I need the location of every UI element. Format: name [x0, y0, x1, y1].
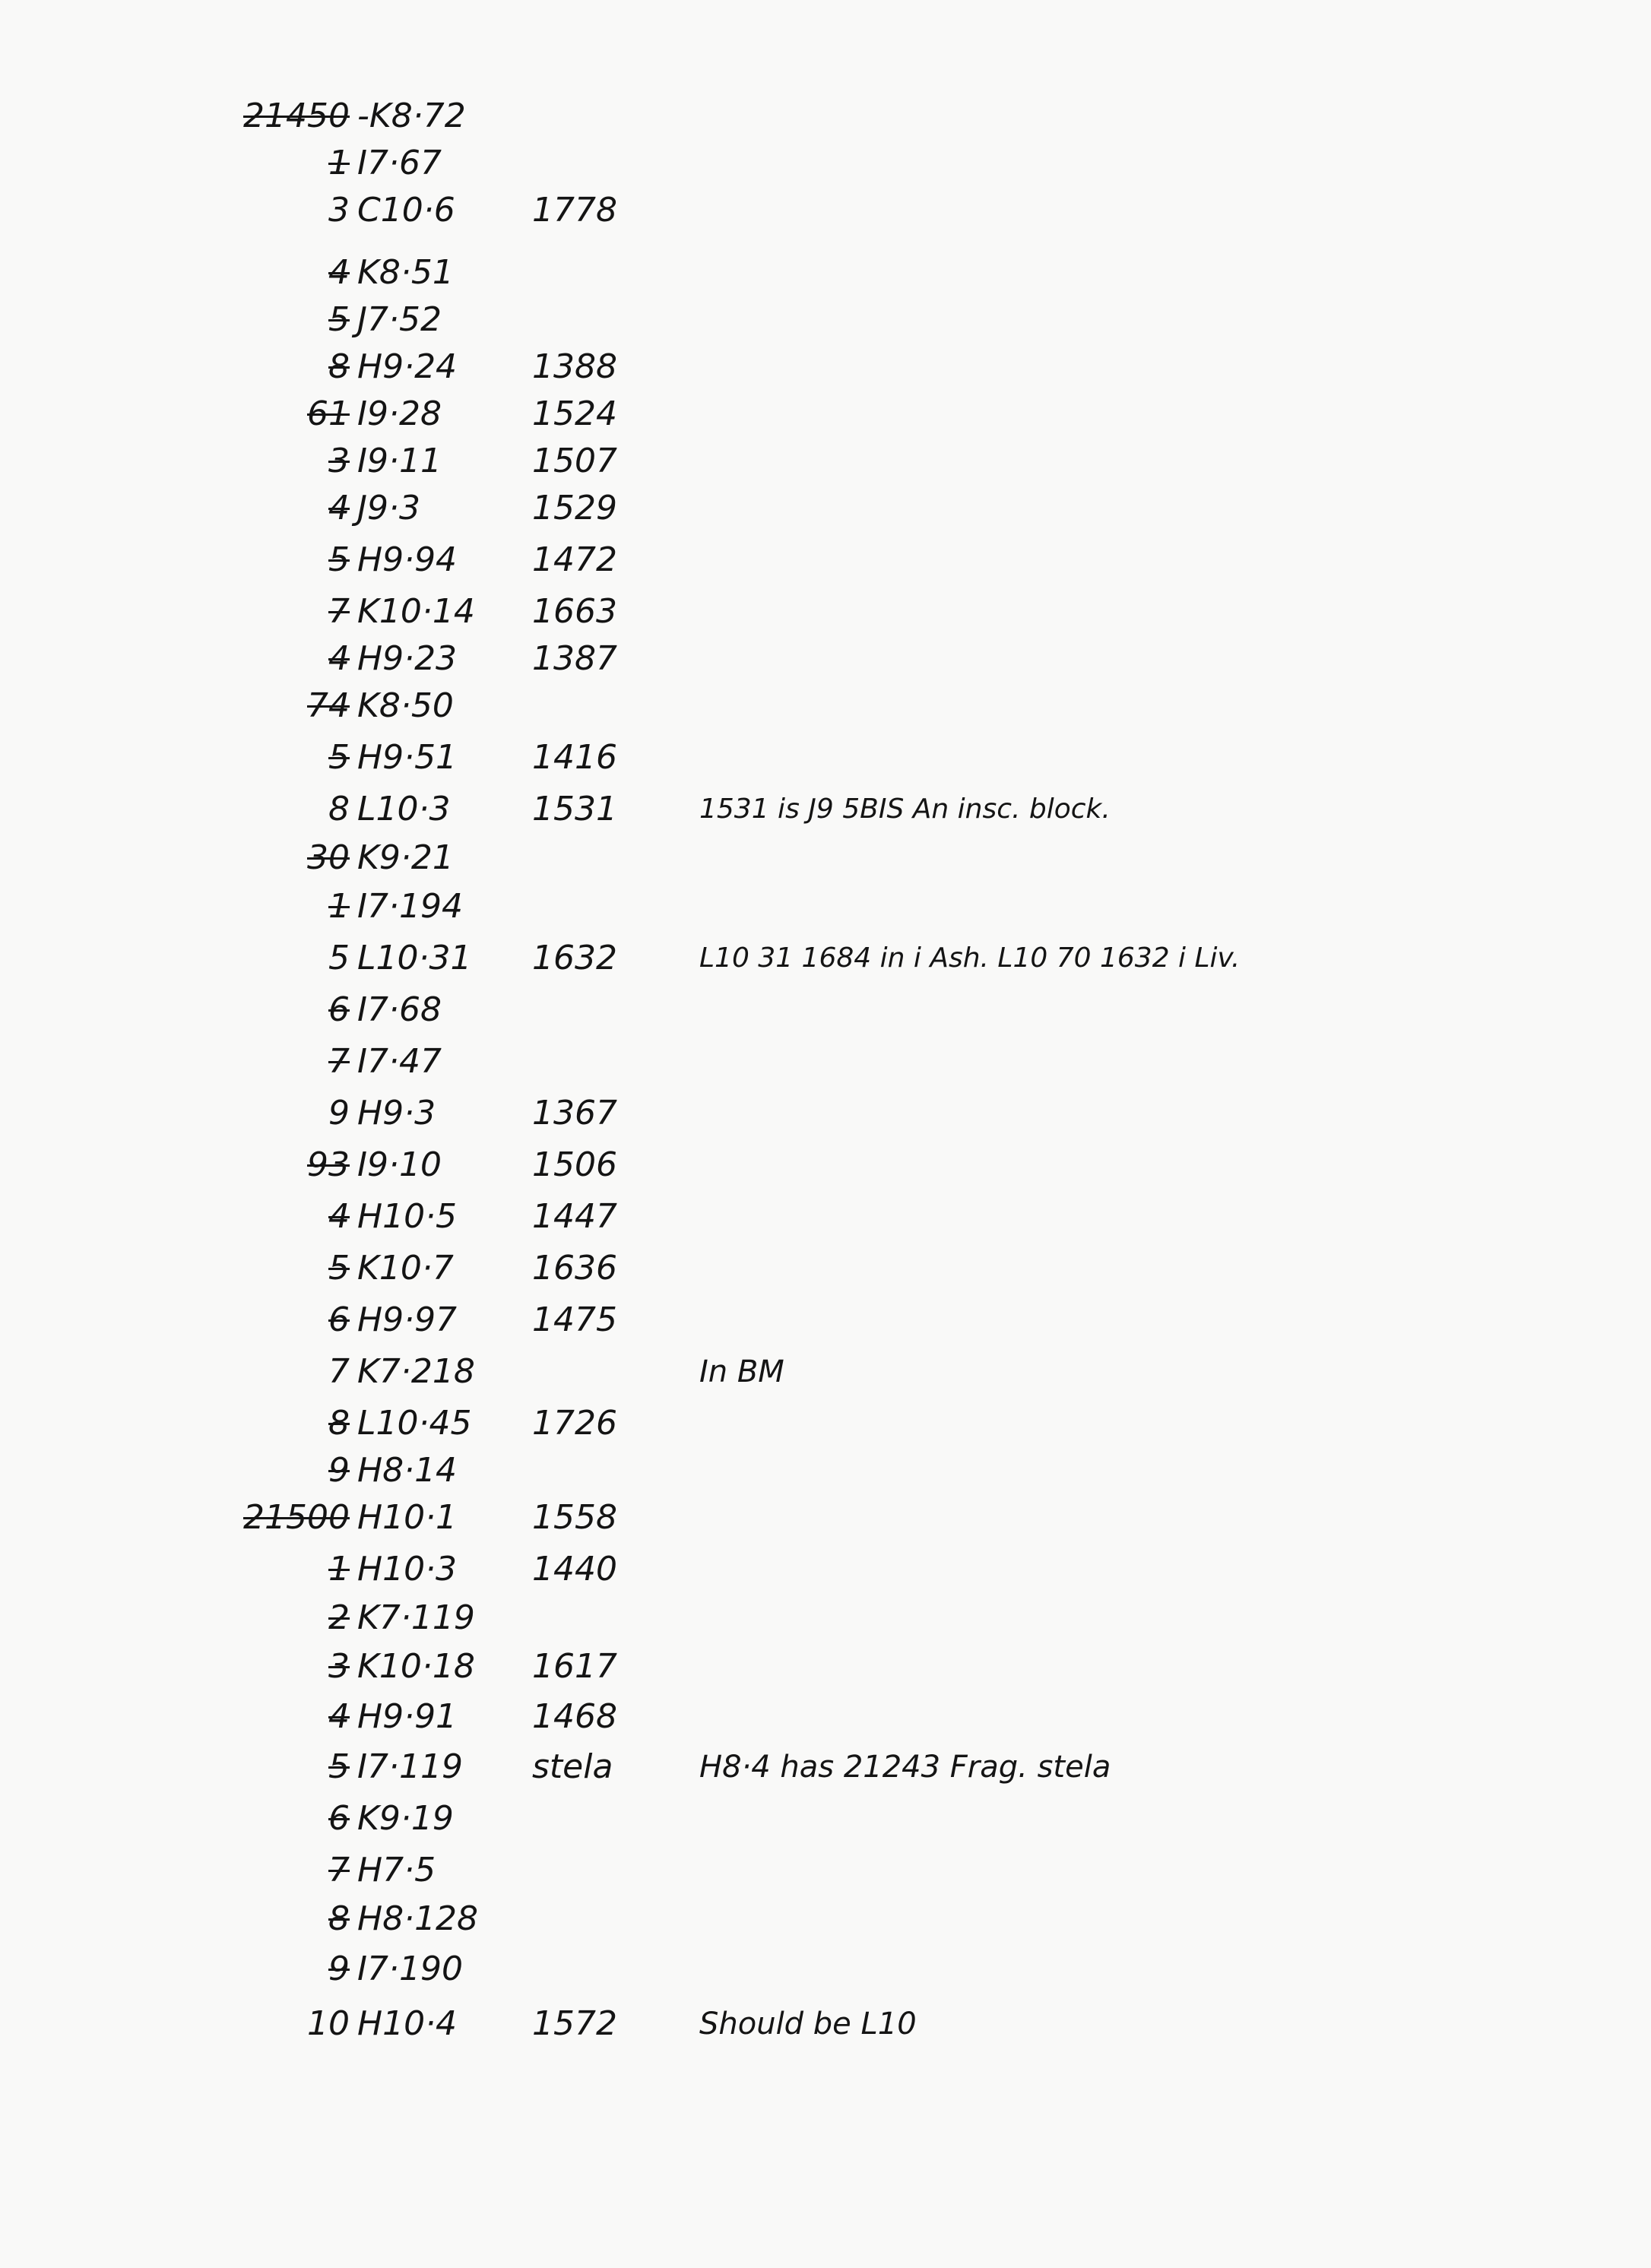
grid-reference: I9·28 — [357, 394, 442, 433]
list-row — [106, 1847, 1596, 1894]
grid-reference: K7·218 — [357, 1352, 475, 1391]
grid-reference: H10·3 — [357, 1550, 458, 1589]
object-number: 1778 — [532, 191, 617, 230]
grid-reference: I7·47 — [357, 1042, 442, 1081]
grid-reference: L10·31 — [357, 939, 472, 977]
row-number: 21450 — [243, 97, 350, 135]
list-row — [106, 987, 1596, 1034]
grid-reference: L10·45 — [357, 1404, 472, 1443]
grid-reference: H10·4 — [357, 2004, 458, 2043]
grid-reference: H8·14 — [357, 1451, 458, 1490]
row-number: 2 — [328, 1598, 350, 1637]
list-row — [106, 1297, 1596, 1344]
grid-reference: K9·21 — [357, 838, 454, 877]
row-number: 8 — [328, 1899, 350, 1938]
object-number: 1617 — [532, 1647, 617, 1686]
object-number: 1367 — [532, 1094, 617, 1132]
row-number: 4 — [328, 489, 350, 527]
list-row — [106, 786, 1596, 833]
object-number: 1440 — [532, 1550, 617, 1589]
margin-note: Should be L10 — [699, 2007, 917, 2042]
list-row — [106, 1546, 1596, 1593]
grid-reference: I7·68 — [357, 990, 442, 1029]
list-row — [106, 537, 1596, 584]
grid-reference: I7·119 — [357, 1747, 463, 1786]
grid-reference: K10·18 — [357, 1647, 475, 1686]
row-number: 4 — [328, 1197, 350, 1236]
list-row — [106, 249, 1596, 296]
row-number: 3 — [328, 1647, 350, 1686]
list-row — [106, 1142, 1596, 1189]
grid-reference: H8·128 — [357, 1899, 479, 1938]
row-number: 6 — [328, 1300, 350, 1339]
grid-reference: H9·91 — [357, 1697, 458, 1736]
margin-note: In BM — [699, 1354, 784, 1389]
object-number: 1416 — [532, 738, 617, 777]
grid-reference: H7·5 — [357, 1851, 436, 1889]
grid-reference: K8·51 — [357, 253, 454, 292]
list-row — [106, 1400, 1596, 1447]
grid-reference: K9·19 — [357, 1799, 454, 1838]
list-row — [106, 1494, 1596, 1541]
list-row — [106, 1643, 1596, 1690]
object-number: 1387 — [532, 639, 617, 678]
row-number: 9 — [328, 1950, 350, 1988]
grid-reference: -K8·72 — [357, 97, 466, 135]
grid-reference: I9·11 — [357, 442, 442, 480]
list-row — [106, 1090, 1596, 1137]
grid-reference: I9·10 — [357, 1145, 442, 1184]
list-row — [106, 1744, 1596, 1791]
row-number: 4 — [328, 253, 350, 292]
margin-note: H8·4 has 21243 Frag. stela — [699, 1750, 1111, 1785]
object-number: 1468 — [532, 1697, 617, 1736]
row-number: 1 — [328, 144, 350, 182]
object-number: 1506 — [532, 1145, 617, 1184]
list-row — [106, 835, 1596, 882]
row-number: 5 — [328, 300, 350, 339]
list-row — [106, 344, 1596, 391]
object-number: 1572 — [532, 2004, 617, 2043]
object-number: 1632 — [532, 939, 617, 977]
grid-reference: H9·97 — [357, 1300, 458, 1339]
grid-reference: H9·24 — [357, 347, 458, 386]
grid-reference: I7·194 — [357, 887, 463, 926]
list-row — [106, 1348, 1596, 1395]
row-number: 9 — [328, 1451, 350, 1490]
row-number: 5 — [328, 939, 350, 977]
list-row — [106, 187, 1596, 234]
grid-reference: K10·7 — [357, 1249, 454, 1288]
row-number: 4 — [328, 1697, 350, 1736]
row-number: 7 — [328, 1851, 350, 1889]
grid-reference: H10·1 — [357, 1498, 458, 1537]
row-number: 7 — [328, 1352, 350, 1391]
row-number: 30 — [307, 838, 350, 877]
grid-reference: K10·14 — [357, 592, 475, 631]
object-number: 1529 — [532, 489, 617, 527]
list-row — [106, 588, 1596, 635]
grid-reference: I7·190 — [357, 1950, 463, 1988]
row-number: 8 — [328, 790, 350, 828]
row-number: 10 — [307, 2004, 350, 2043]
object-number: 1447 — [532, 1197, 617, 1236]
object-number: 1558 — [532, 1498, 617, 1537]
list-row — [106, 1038, 1596, 1085]
list-row — [106, 296, 1596, 344]
object-number: 1472 — [532, 540, 617, 579]
object-number: 1636 — [532, 1249, 617, 1288]
row-number: 1 — [328, 1550, 350, 1589]
grid-reference: H9·51 — [357, 738, 458, 777]
row-number: 5 — [328, 1747, 350, 1786]
list-row — [106, 1795, 1596, 1842]
object-number: 1475 — [532, 1300, 617, 1339]
list-row — [106, 140, 1596, 187]
row-number: 93 — [307, 1145, 350, 1184]
row-number: 3 — [328, 442, 350, 480]
row-number: 8 — [328, 347, 350, 386]
list-row — [106, 683, 1596, 730]
list-row — [106, 93, 1596, 140]
row-number: 3 — [328, 191, 350, 230]
list-row — [106, 391, 1596, 438]
grid-reference: L10·3 — [357, 790, 451, 828]
list-row — [106, 2000, 1596, 2048]
list-row — [106, 1946, 1596, 1993]
grid-reference: K8·50 — [357, 686, 454, 725]
row-number: 5 — [328, 738, 350, 777]
grid-reference: H9·23 — [357, 639, 458, 678]
row-number: 7 — [328, 592, 350, 631]
list-row — [106, 734, 1596, 781]
row-number: 1 — [328, 887, 350, 926]
list-row — [106, 1693, 1596, 1741]
object-number: 1524 — [532, 394, 617, 433]
grid-reference: J7·52 — [357, 300, 442, 339]
row-number: 7 — [328, 1042, 350, 1081]
grid-reference: J9·3 — [357, 489, 420, 527]
grid-reference: H9·3 — [357, 1094, 436, 1132]
object-number: 1531 — [532, 790, 617, 828]
list-row — [106, 935, 1596, 982]
object-number: 1507 — [532, 442, 617, 480]
grid-reference: K7·119 — [357, 1598, 475, 1637]
row-number: 21500 — [243, 1498, 350, 1537]
object-number: 1663 — [532, 592, 617, 631]
grid-reference: I7·67 — [357, 144, 442, 182]
list-row — [106, 438, 1596, 485]
row-number: 6 — [328, 990, 350, 1029]
row-number: 5 — [328, 1249, 350, 1288]
list-row — [106, 635, 1596, 683]
grid-reference: H10·5 — [357, 1197, 458, 1236]
margin-note: L10 31 1684 in i Ash. L10 70 1632 i Liv. — [699, 942, 1241, 974]
object-number: 1388 — [532, 347, 617, 386]
list-row — [106, 1595, 1596, 1642]
grid-reference: H9·94 — [357, 540, 458, 579]
row-number: 5 — [328, 540, 350, 579]
object-number: 1726 — [532, 1404, 617, 1443]
row-number: 61 — [307, 394, 350, 433]
list-row — [106, 1245, 1596, 1292]
row-number: 9 — [328, 1094, 350, 1132]
grid-reference: C10·6 — [357, 191, 455, 230]
row-number: 6 — [328, 1799, 350, 1838]
list-row — [106, 1193, 1596, 1240]
row-number: 4 — [328, 639, 350, 678]
list-row — [106, 883, 1596, 930]
list-row — [106, 485, 1596, 532]
margin-note: 1531 is J9 5BIS An insc. block. — [699, 793, 1111, 825]
row-number: 74 — [307, 686, 350, 725]
list-row — [106, 1896, 1596, 1943]
row-number: 8 — [328, 1404, 350, 1443]
list-row — [106, 1447, 1596, 1494]
object-number: stela — [532, 1747, 613, 1786]
